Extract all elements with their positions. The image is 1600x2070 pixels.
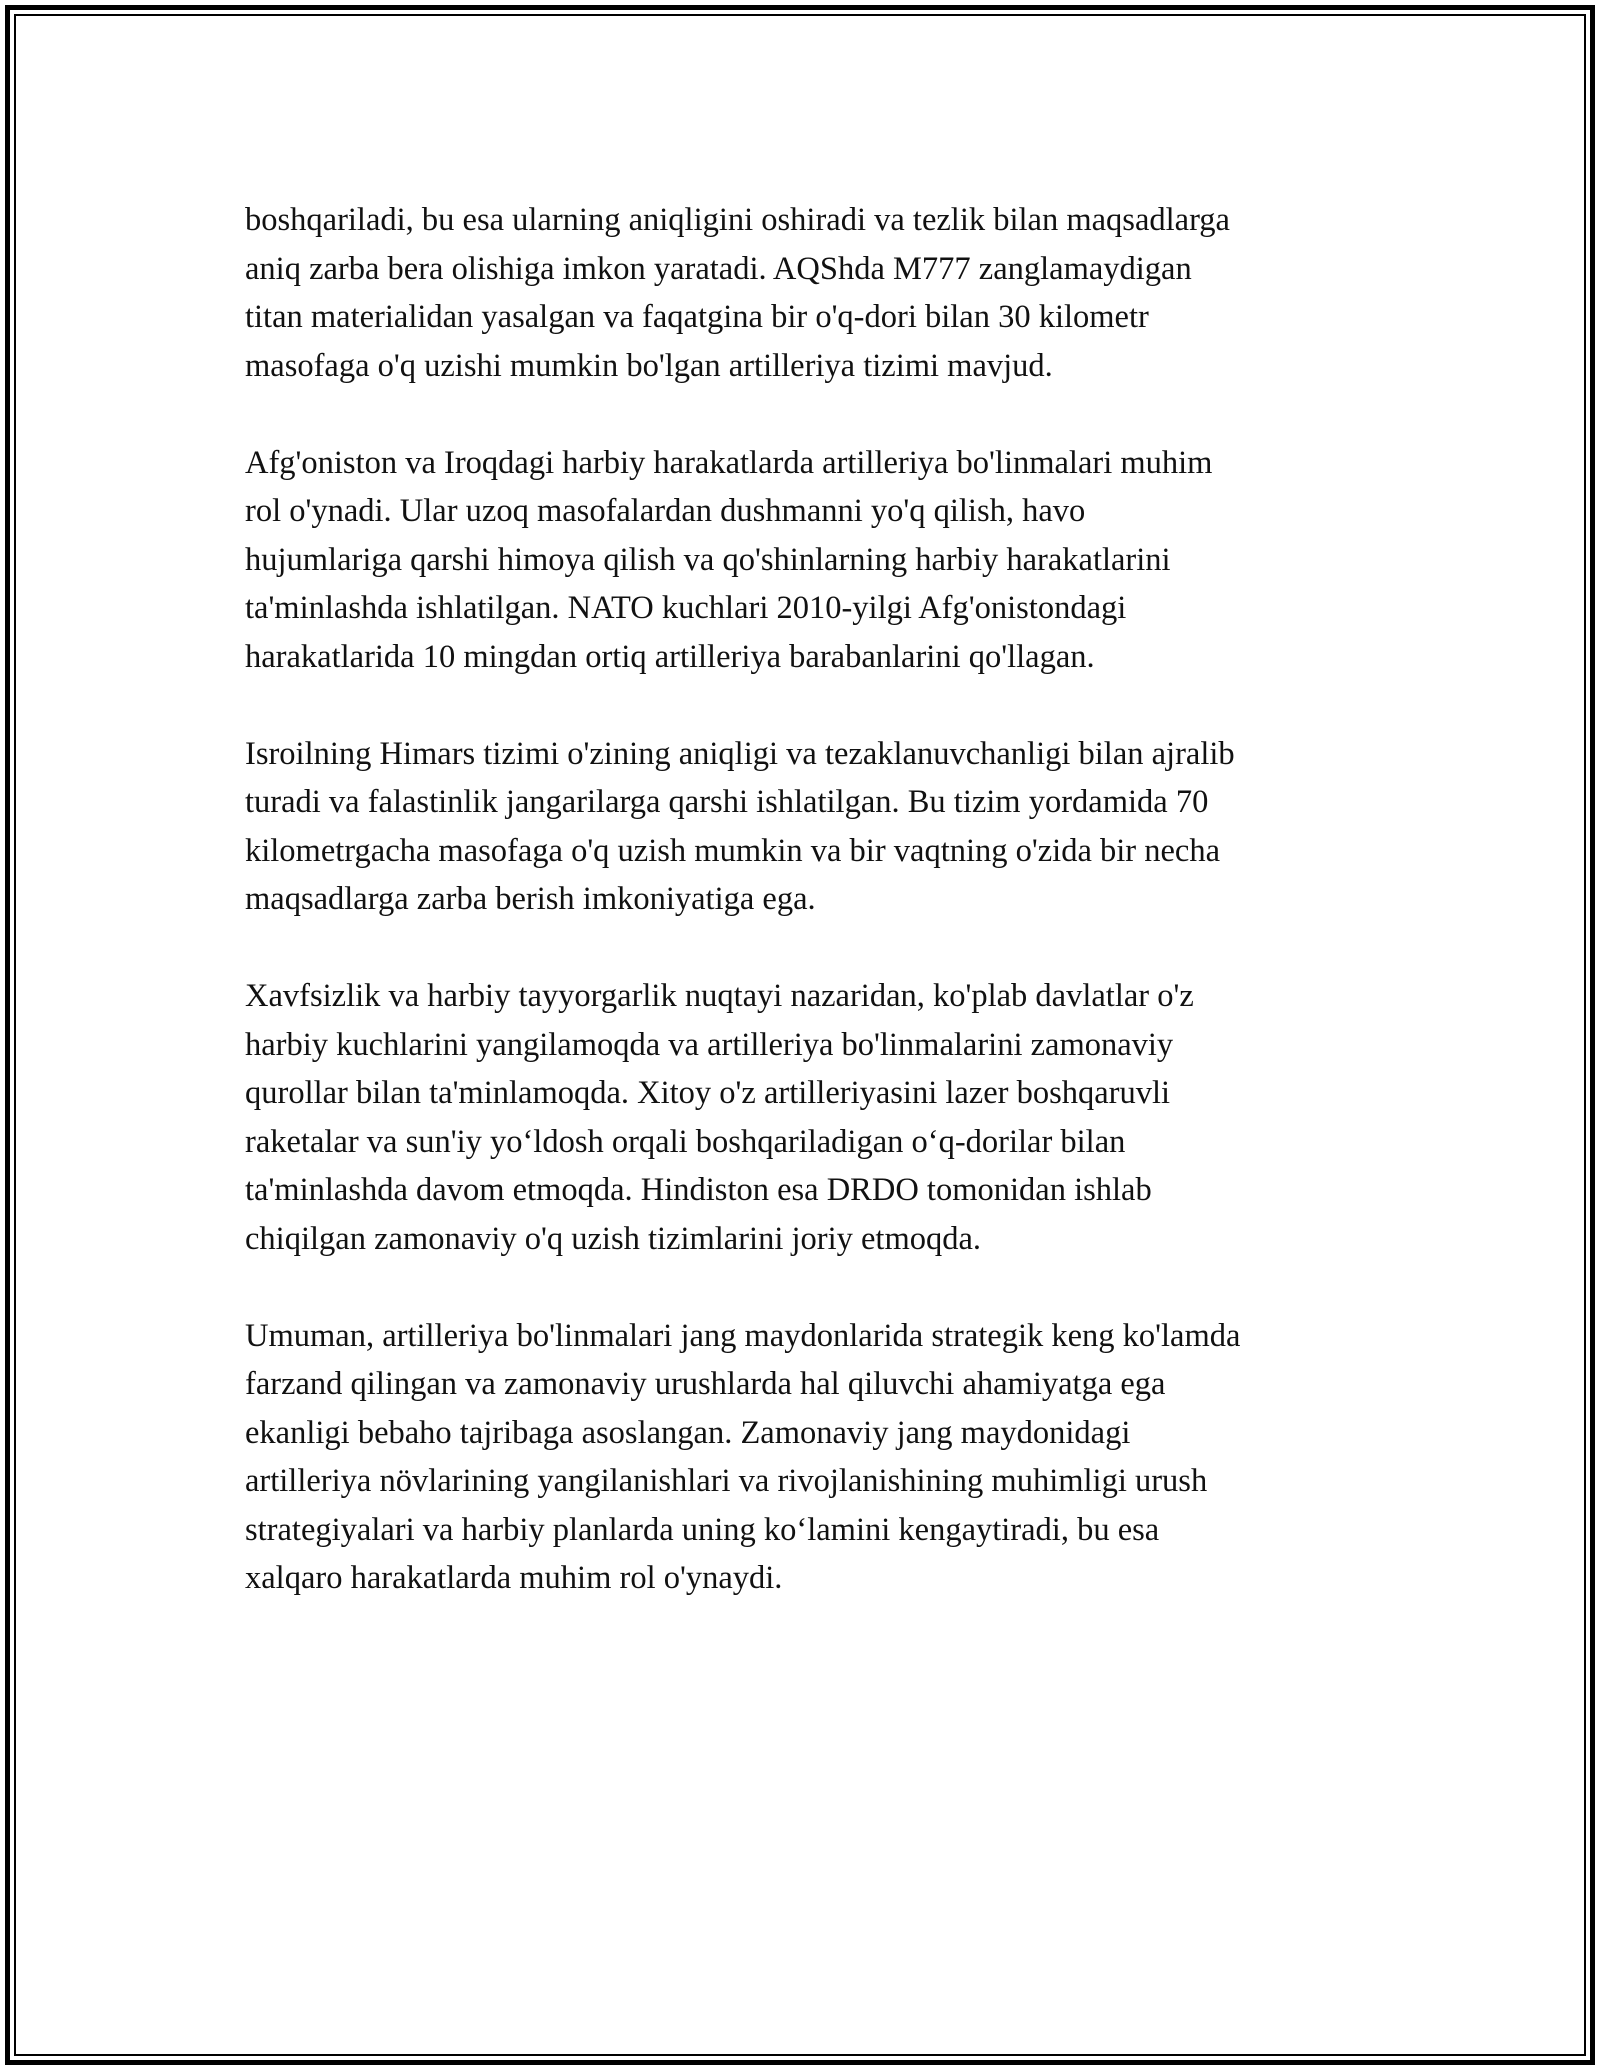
text-line: artilleriya növlarining yangilanishlari va rivojlanishining muhimligi urush xyxy=(245,1463,1208,1499)
document-body xyxy=(245,196,1390,1651)
text-line: aniq zarba bera olishiga imkon yaratadi. AQShda M777 zanglamaydigan xyxy=(245,250,1192,287)
text-line: strategiyalari va harbiy planlarda uning ko‘lamini kengaytiradi, bu esa xyxy=(245,1511,1160,1548)
text-line: ekanligi bebaho tajribaga asoslangan. Zamonaviy jang maydonidagi xyxy=(245,1414,1131,1451)
text-line: boshqariladi, bu esa ularning aniqligini oshiradi va tezlik bilan maqsadlarga xyxy=(245,202,1230,238)
text-line: Isroilning Himars tizimi o'zining aniqligi va tezaklanuvchanligi bilan ajralib xyxy=(245,735,1235,772)
page-border xyxy=(5,5,1595,2065)
paragraph-1 xyxy=(245,196,1390,390)
text-line: ta'minlashda ishlatilgan. NATO kuchlari 2010-yilgi Afg'onistondagi xyxy=(245,590,1127,626)
paragraph-3 xyxy=(245,730,1390,924)
text-line: ta'minlashda davom etmoqda. Hindiston esa DRDO tomonidan ishlab xyxy=(245,1172,1152,1208)
text-line: titan materialidan yasalgan va faqatgina bir o'q-dori bilan 30 kilometr xyxy=(245,299,1149,335)
text-line: farzand qilingan va zamonaviy urushlarda hal qiluvchi ahamiyatga ega xyxy=(245,1366,1166,1402)
text-line: qurollar bilan ta'minlamoqda. Xitoy o'z artilleriyasini lazer boshqaruvli xyxy=(245,1075,1171,1111)
text-line: kilometrgacha masofaga o'q uzish mumkin va bir vaqtning o'zida bir necha xyxy=(245,832,1220,869)
text-line: chiqilgan zamonaviy o'q uzish tizimlarini joriy etmoqda. xyxy=(245,1220,982,1257)
text-line: raketalar va sun'iy yo‘ldosh orqali boshqariladigan o‘q-dorilar bilan xyxy=(245,1123,1126,1160)
text-line: Umuman, artilleriya bo'linmalari jang maydonlarida strategik keng ko'lamda xyxy=(245,1317,1241,1354)
text-line: masofaga o'q uzishi mumkin bo'lgan artilleriya tizimi mavjud. xyxy=(245,347,1053,384)
text-line: Xavfsizlik va harbiy tayyorgarlik nuqtayi nazaridan, ko'plab davlatlar o'z xyxy=(245,978,1194,1014)
text-line: hujumlariga qarshi himoya qilish va qo'shinlarning harbiy harakatlarini xyxy=(245,541,1171,578)
text-line: rol o'ynadi. Ular uzoq masofalardan dushmanni yo'q qilish, havo xyxy=(245,493,1086,529)
text-line: harakatlarida 10 mingdan ortiq artilleriya barabanlarini qo'llagan. xyxy=(245,638,1095,675)
text-line: maqsadlarga zarba berish imkoniyatiga ega. xyxy=(245,881,816,917)
paragraph-5 xyxy=(245,1312,1390,1603)
paragraph-4 xyxy=(245,972,1390,1263)
text-line: Afg'oniston va Iroqdagi harbiy harakatlarda artilleriya bo'linmalari muhim xyxy=(245,444,1213,481)
text-line: turadi va falastinlik jangarilarga qarshi ishlatilgan. Bu tizim yordamida 70 xyxy=(245,784,1209,820)
text-line: harbiy kuchlarini yangilamoqda va artilleriya bo'linmalarini zamonaviy xyxy=(245,1026,1174,1063)
paragraph-2 xyxy=(245,439,1390,682)
text-line: xalqaro harakatlarda muhim rol o'ynaydi. xyxy=(245,1560,783,1596)
